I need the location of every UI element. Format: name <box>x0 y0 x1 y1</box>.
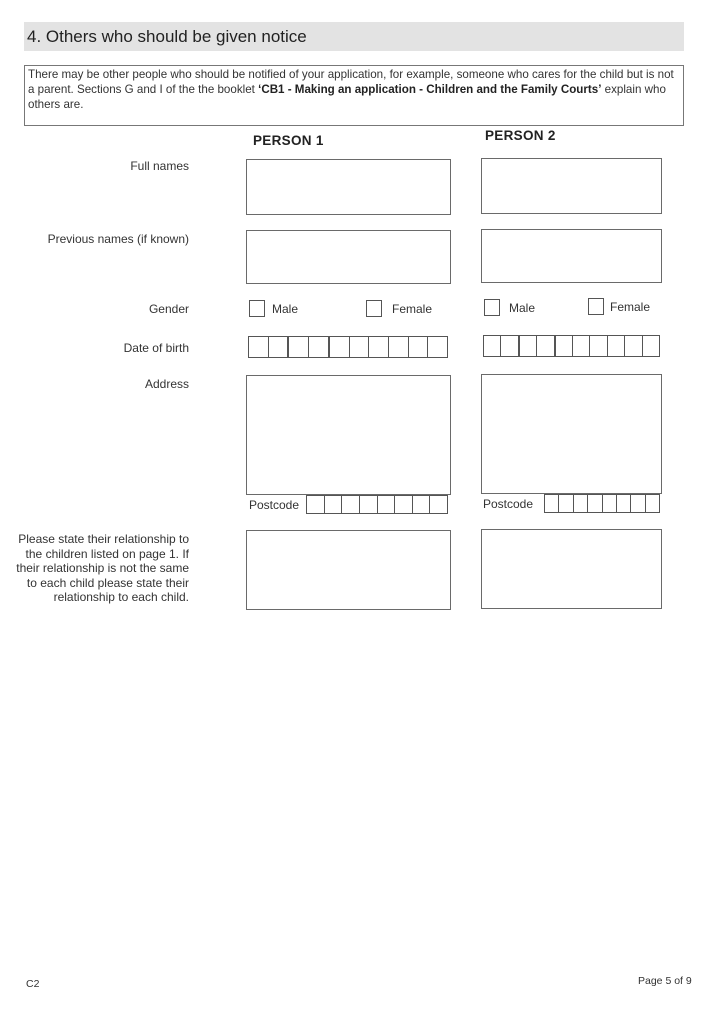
person1-postcode-field[interactable] <box>306 495 448 514</box>
person2-postcode-field[interactable] <box>544 494 660 513</box>
relationship-label-line: relationship to each child. <box>53 590 189 604</box>
form-code: C2 <box>26 978 40 990</box>
person2-relationship-field[interactable] <box>481 529 662 609</box>
gender-label: Gender <box>148 302 189 316</box>
person1-full-names-field[interactable] <box>246 159 451 215</box>
person1-female-label: Female <box>392 302 433 316</box>
person1-postcode-label: Postcode <box>249 498 300 512</box>
intro-text-before: There may be other people who should be notified of your application, for example, someone who cares for the child but is not a parent. Sections G and I of the the booklet <box>28 68 674 96</box>
person1-previous-names-field[interactable] <box>246 230 451 284</box>
person1-date-of-birth-field[interactable] <box>248 336 448 358</box>
person2-date-of-birth-field[interactable] <box>483 335 660 357</box>
booklet-title: ‘CB1 - Making an application - Children and the Family Courts’ <box>258 83 602 96</box>
previous-names-label: Previous names (if known) <box>47 232 189 246</box>
person1-address-field[interactable] <box>246 375 451 495</box>
person1-male-checkbox[interactable] <box>249 300 265 317</box>
person2-postcode-label: Postcode <box>483 497 534 511</box>
intro-text-after: explain who others are. <box>28 83 666 111</box>
page-number: Page 5 of 9 <box>638 975 692 987</box>
person1-relationship-field[interactable] <box>246 530 451 610</box>
person2-heading: PERSON 2 <box>485 128 556 143</box>
person2-previous-names-field[interactable] <box>481 229 662 283</box>
person1-heading: PERSON 1 <box>253 133 324 148</box>
relationship-label-line: their relationship is not the same <box>16 561 189 575</box>
person2-address-field[interactable] <box>481 374 662 494</box>
person2-male-label: Male <box>509 301 536 315</box>
relationship-label-line: the children listed on page 1. If <box>25 546 189 561</box>
relationship-label-line: Please state their relationship to <box>18 532 189 546</box>
address-label: Address <box>144 377 189 391</box>
full-names-label: Full names <box>130 159 189 173</box>
person2-male-checkbox[interactable] <box>484 299 500 316</box>
relationship-label-line: to each child please state their <box>26 575 189 590</box>
person2-full-names-field[interactable] <box>481 158 662 214</box>
person1-male-label: Male <box>272 302 299 316</box>
person1-female-checkbox[interactable] <box>366 300 382 317</box>
person2-female-checkbox[interactable] <box>588 298 604 315</box>
intro-text <box>24 65 684 126</box>
person2-female-label: Female <box>610 300 651 314</box>
section-title: 4. Others who should be given notice <box>24 22 684 51</box>
date-of-birth-label: Date of birth <box>123 341 189 355</box>
relationship-label <box>16 532 189 605</box>
